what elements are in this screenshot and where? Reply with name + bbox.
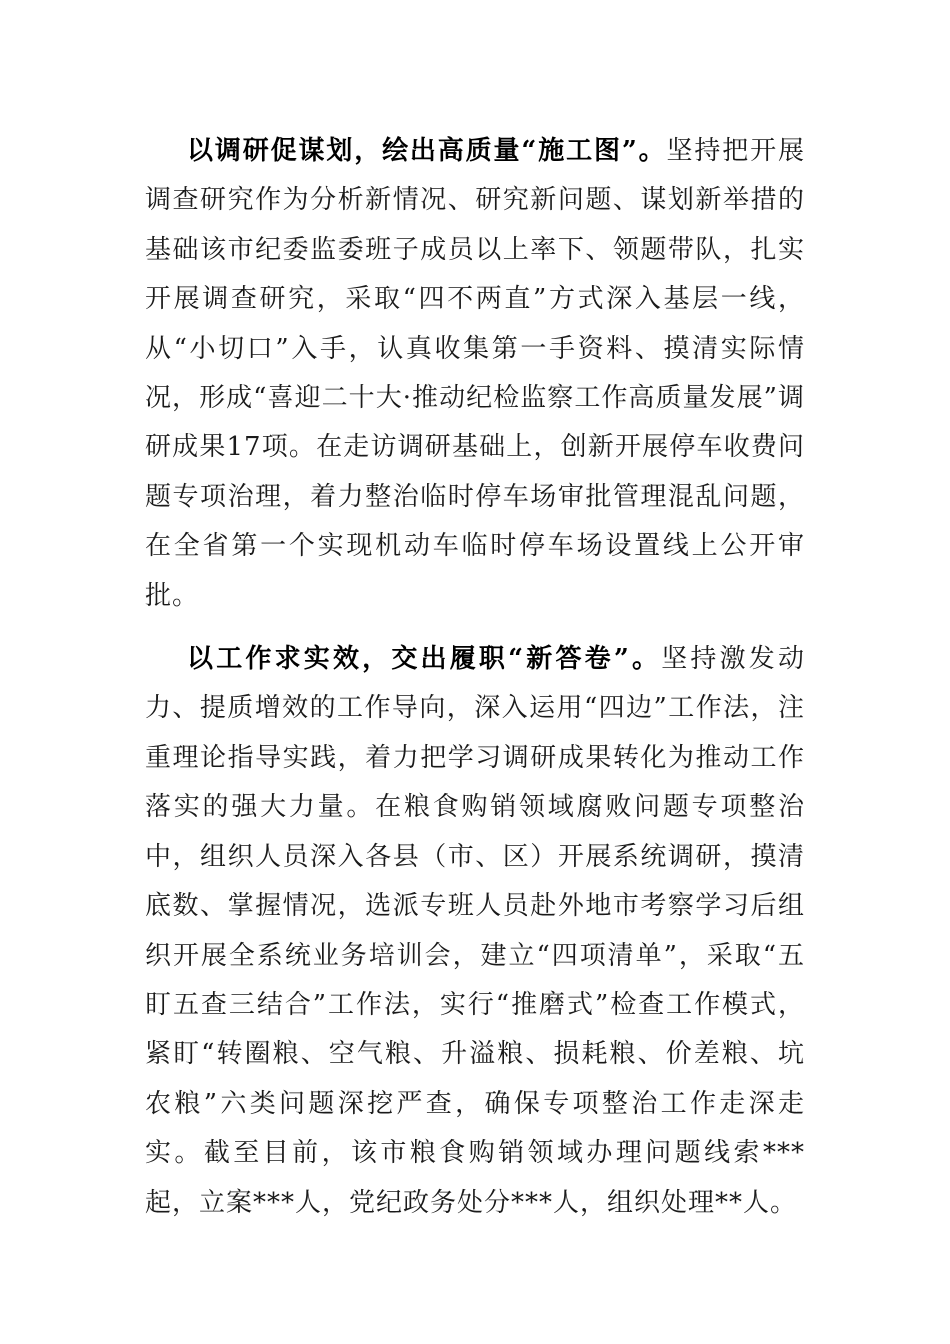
paragraph-work-results (145, 635, 805, 1228)
paragraph-body: 坚持把开展调查研究作为分析新情况、研究新问题、谋划新举措的基础该市纪委监委班子成员以上率下、领题带队，扎实开展调查研究，采取“四不两直”方式深入基层一线，从“小切口”入手，认真收集第一手资料、摸清实际情况，形成“喜迎二十大·推动纪检监察工作高质量发展”调研成果17项。在走访调研基础上，创新开展停车收费问题专项治理，着力整治临时停车场审批管理混乱问题，在全省第一个实现机动车临时停车场设置线上公开审批。 (145, 136, 805, 611)
paragraph-heading: 以调研促谋划，绘出高质量“施工图”。 (187, 136, 667, 166)
paragraph-heading: 以工作求实效，交出履职“新答卷”。 (187, 644, 662, 675)
paragraph-body: 坚持激发动力、提质增效的工作导向，深入运用“四边”工作法，注重理论指导实践，着力把学习调研成果转化为推动工作落实的强大力量。在粮食购销领域腐败问题专项整治中，组织人员深入各县（市、区）开展系统调研，摸清底数、掌握情况，选派专班人员赴外地市考察学习后组织开展全系统业务培训会，建立“四项清单”，采取“五盯五查三结合”工作法，实行“推磨式”检查工作模式，紧盯“转圈粮、空气粮、升溢粮、损耗粮、价差粮、坑农粮”六类问题深挖严查，确保专项整治工作走深走实。截至目前，该市粮食购销领域办理问题线索***起，立案***人，党纪政务处分***人，组织处理**人。 (145, 644, 805, 1218)
document-page (145, 127, 805, 1228)
paragraph-research-planning (145, 127, 805, 621)
